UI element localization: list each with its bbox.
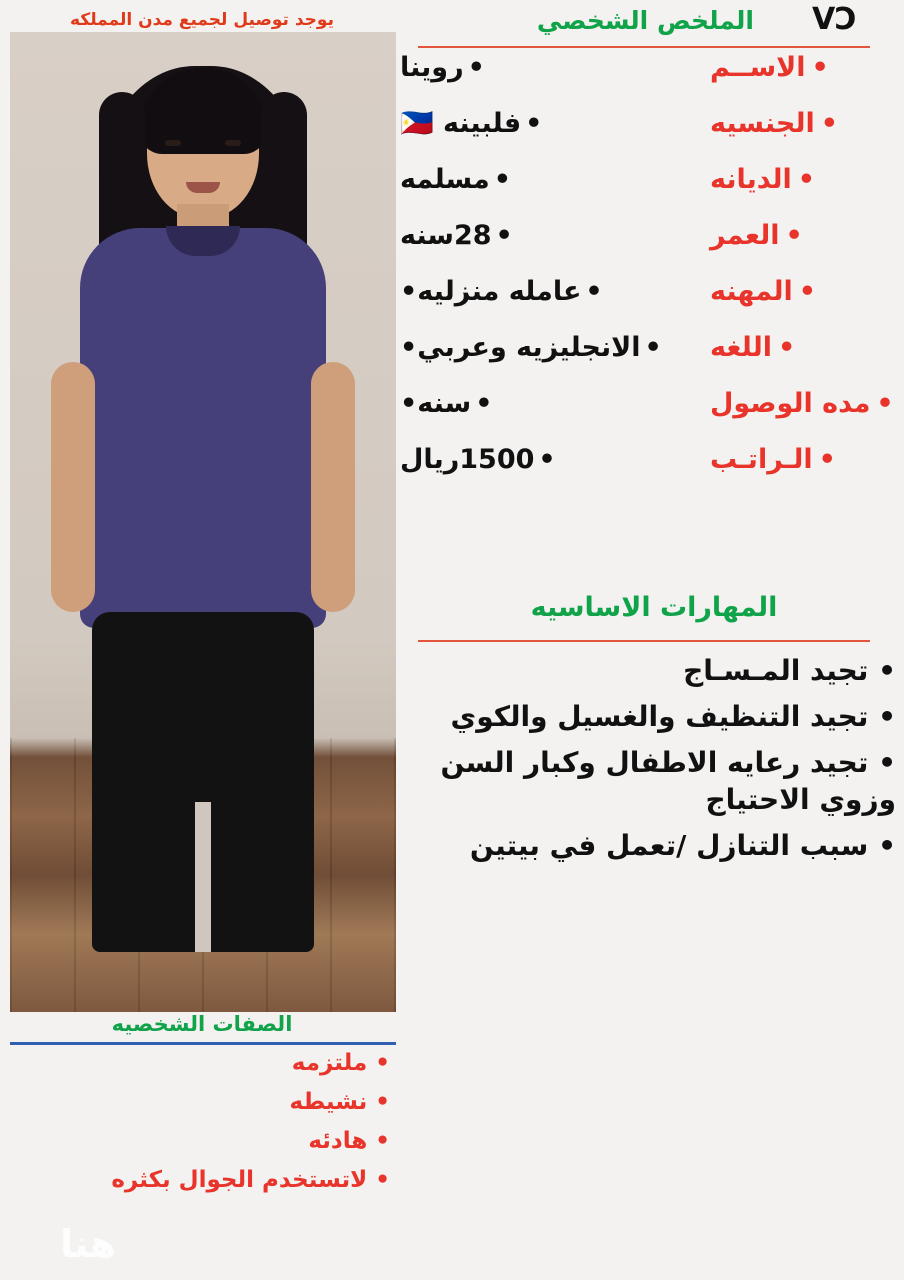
arm-left <box>51 362 95 612</box>
table-row <box>396 108 896 154</box>
row-value <box>396 276 706 308</box>
value-text: مسلمه <box>400 164 490 195</box>
shirt <box>80 228 326 628</box>
divider-skills <box>418 640 870 642</box>
value-text: عامله منزليه• <box>400 276 582 307</box>
bullet-icon: • <box>495 220 513 251</box>
traits-title: الصفات الشخصيه <box>111 1012 293 1036</box>
row-value <box>396 388 706 420</box>
traits-list <box>0 1052 396 1208</box>
label-text: المهنه <box>710 276 793 307</box>
list-item: • لاتستخدم الجوال بكثره <box>111 1167 390 1193</box>
row-label <box>706 164 896 195</box>
list-item: • هادئه <box>308 1128 390 1154</box>
bullet-icon: • <box>797 164 816 195</box>
bullet-icon: • <box>493 164 511 195</box>
row-label <box>706 332 896 363</box>
bullet-icon: • <box>820 108 839 139</box>
arm-right <box>311 362 355 612</box>
info-table <box>396 52 896 500</box>
skills-title: المهارات الاساسيه <box>530 592 778 623</box>
value-text: الانجليزيه وعربي• <box>400 332 641 363</box>
table-row <box>396 332 896 378</box>
table-row <box>396 444 896 490</box>
list-item: • تجيد المـسـاج <box>683 654 896 687</box>
eye-left <box>165 140 181 146</box>
row-value <box>396 164 706 196</box>
delivery-note: يوجد توصيل لجميع مدن المملكه <box>70 10 334 30</box>
table-row <box>396 388 896 434</box>
bullet-icon: • <box>811 52 829 83</box>
skills-list <box>406 652 896 873</box>
table-row <box>396 220 896 266</box>
label-text: الجنسيه <box>710 108 815 139</box>
label-text: العمر <box>710 220 780 251</box>
row-value <box>396 52 706 84</box>
row-label <box>706 276 896 307</box>
bullet-icon: • <box>876 388 894 419</box>
cv-logo: CV <box>812 2 856 37</box>
row-label <box>706 220 896 251</box>
label-text: الـراتـب <box>710 444 813 475</box>
divider-top <box>418 46 870 48</box>
row-value <box>396 332 706 364</box>
page-title: الملخص الشخصي <box>536 6 754 35</box>
bullet-icon: • <box>644 332 662 363</box>
bullet-icon: • <box>525 108 543 139</box>
label-text: الاســم <box>710 52 806 83</box>
bullet-icon: • <box>467 52 485 83</box>
row-value <box>396 444 706 476</box>
list-item: • تجيد رعايه الاطفال وكبار السن وزوي الاحتياج <box>440 745 896 817</box>
bullet-icon: • <box>778 332 796 363</box>
value-text: 1500ريال <box>400 444 535 475</box>
bullet-icon: • <box>798 276 816 307</box>
row-label <box>706 52 896 83</box>
divider-traits <box>10 1042 396 1045</box>
label-text: الديانه <box>710 164 792 195</box>
table-row <box>396 164 896 210</box>
table-row <box>396 276 896 322</box>
eye-right <box>225 140 241 146</box>
pants <box>92 612 314 952</box>
bullet-icon: • <box>785 220 803 251</box>
row-label <box>706 444 896 475</box>
value-text: فلبينه 🇵🇭 <box>400 108 522 139</box>
row-value <box>396 220 706 252</box>
list-item: • تجيد التنظيف والغسيل والكوي <box>450 699 896 733</box>
row-label <box>706 388 896 419</box>
value-text: روينا <box>400 52 464 83</box>
watermark: هنا <box>60 1222 117 1266</box>
label-text: مده الوصول <box>710 388 871 419</box>
value-text: سنه• <box>400 388 472 419</box>
row-value <box>396 108 706 140</box>
label-text: اللغه <box>710 332 773 363</box>
list-item: • ملتزمه <box>291 1050 390 1076</box>
list-item: • سبب التنازل /تعمل في بيتين <box>469 829 896 863</box>
bullet-icon: • <box>538 444 556 475</box>
row-label <box>706 108 896 139</box>
candidate-photo <box>10 32 396 1012</box>
list-item: • نشيطه <box>289 1089 390 1115</box>
bullet-icon: • <box>585 276 603 307</box>
value-text: 28سنه <box>400 220 492 251</box>
bullet-icon: • <box>475 388 493 419</box>
table-row <box>396 52 896 98</box>
bullet-icon: • <box>818 444 836 475</box>
